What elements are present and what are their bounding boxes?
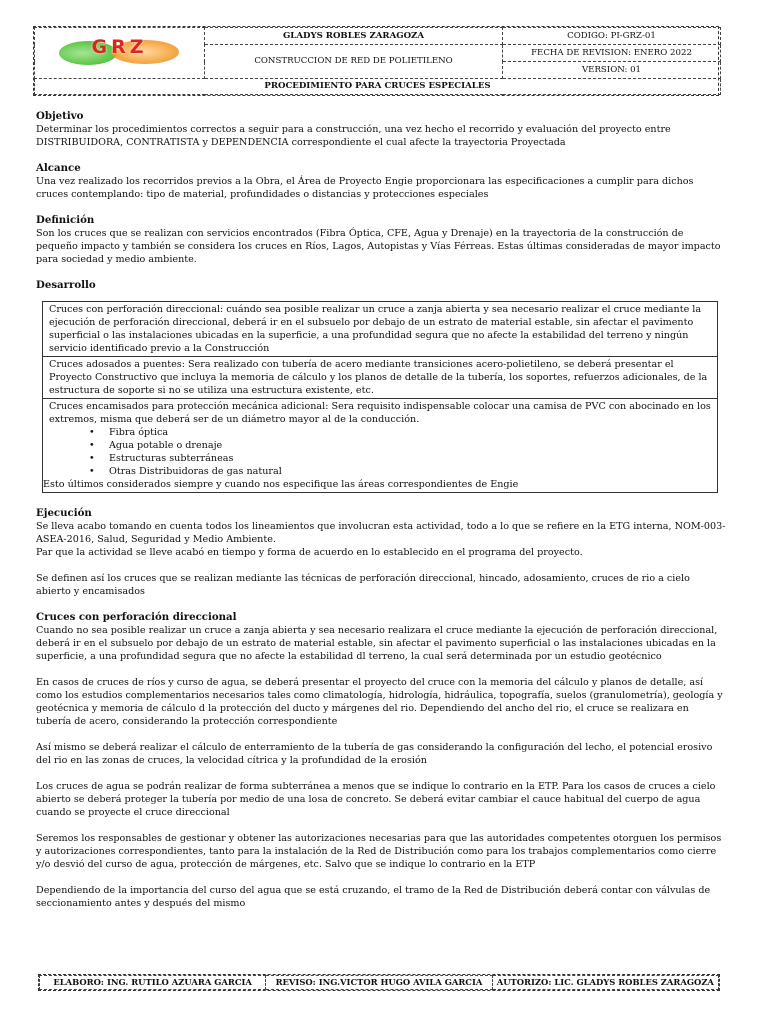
logo-letters: GRZ <box>91 36 148 58</box>
ejecucion-p1: Se lleva acabo tomando en cuenta todos los lineamientos que involucran esta actividad, todo a lo que se refiere en la ETG interna, NOM-003-ASEA-2016, Salud, Seguridad y Medio Ambiente. <box>36 521 726 545</box>
logo-cell <box>35 28 205 79</box>
document-code: CODIGO: PI-GRZ-01 <box>503 28 721 45</box>
elaboro-signature: ELABORO: ING. RUTILO AZUARA GARCIA <box>40 976 266 990</box>
reviso-signature: REVISO: ING.VICTOR HUGO AVILA GARCIA <box>266 976 492 990</box>
alcance-text: Una vez realizado los recorridos previos a la Obra, el Área de Proyecto Engie proporcionara las especificaciones a cumplir para dichos cruces contemplando: tipo de material, profundidades o distancias y protecciones especiales <box>36 176 694 200</box>
section-title-desarrollo: Desarrollo <box>36 279 96 291</box>
ejecucion-p2: Par que la actividad se lleve acabó en tiempo y forma de acuerdo en lo establecido en el programa del proyecto. <box>36 547 583 558</box>
definicion-text: Son los cruces que se realizan con servicios encontrados (Fibra Óptica, CFE, Agua y Drenaje) en la trayectoria de la construcción de pequeño impacto y también se considera los cruces en Ríos, Lagos, Autopistas y Vías Férreas. Estas últimas consideradas de mayor impacto para sociedad y medio ambiente. <box>36 228 721 265</box>
cruces-p4: Los cruces de agua se podrán realizar de forma subterránea a menos que se indique lo contrario en la ETP. Para los casos de cruces a cielo abierto se deberá proteger la tubería por medio de una losa de concreto. Se deberá evitar cambiar el cauce habitual del cuerpo de agua cuando se proyecte el cruce direccional <box>36 781 716 818</box>
section-title-definicion: Definición <box>36 214 95 226</box>
list-item: • Estructuras subterráneas <box>89 452 713 465</box>
autorizo-signature: AUTORIZO: LIC. GLADYS ROBLES ZARAGOZA <box>492 976 718 990</box>
desarrollo-row-text: Cruces encamisados para protección mecánica adicional: Sera requisito indispensable colocar una camisa de PVC con abocinado en los extremos, misma que deberá ser de un diámetro mayor al de la conducción. <box>49 401 711 425</box>
section-title-alcance: Alcance <box>36 162 81 174</box>
cruces-p1: Cuando no sea posible realizar un cruce a zanja abierta y sea necesario realizara el cruce mediante la ejecución de perforación direccional, deberá ir en el subsuelo por debajo de un estrato de material estable, sin afectar el pavimento superficial o las instalaciones ubicadas en la superficie, a una profundidad segura que no afecte la estabilidad dl terreno, la cual será determinada por un estudio geotécnico <box>36 625 718 662</box>
cruces-p6: Dependiendo de la importancia del curso del agua que se está cruzando, el tramo de la Red de Distribución deberá contar con válvulas de seccionamiento antes y después del mismo <box>36 885 711 909</box>
procedure-title: PROCEDIMIENTO PARA CRUCES ESPECIALES <box>35 79 721 95</box>
cruces-p5: Seremos los responsables de gestionar y obtener las autorizaciones necesarias para que las autoridades competentes otorguen los permisos y autorizaciones correspondientes, tanto para la instalación de la Red de Distribución como para los trabajos complementarios como cierre y/o desvió del curso de agua, protección de márgenes, etc. Salvo que se indique lo contrario en la ETP <box>36 833 722 870</box>
ejecucion-p3: Se definen así los cruces que se realizan mediante las técnicas de perforación direccional, hincado, adosamiento, cruces de rio a cielo abierto y encamisados <box>36 573 690 597</box>
document-header <box>33 26 719 96</box>
desarrollo-table <box>42 301 718 493</box>
signature-footer <box>38 974 720 991</box>
list-item: • Fibra óptica <box>89 426 713 439</box>
revision-date: FECHA DE REVISION: ENERO 2022 <box>503 45 721 62</box>
section-title-ejecucion: Ejecución <box>36 507 92 519</box>
cruces-p3: Así mismo se deberá realizar el cálculo de enterramiento de la tubería de gas considerando la configuración del lecho, el potencial erosivo del rio en las zonas de cruces, la velocidad cítrica y la profundidad de la erosión <box>36 742 713 766</box>
document-subject: CONSTRUCCION DE RED DE POLIETILENO <box>205 45 503 79</box>
document-version: VERSION: 01 <box>503 62 721 79</box>
desarrollo-note: Esto últimos considerados siempre y cuando nos especifique las áreas correspondientes de Engie <box>43 479 519 490</box>
company-logo <box>55 36 185 70</box>
list-item: • Otras Distribuidoras de gas natural <box>89 465 713 478</box>
objetivo-text: Determinar los procedimientos correctos a seguir para a construcción, una vez hecho el recorrido y evaluación del proyecto entre DISTRIBUIDORA, CONTRATISTA y DEPENDENCIA correspondiente el cual afecte la trayectoria Proyectada <box>36 124 671 148</box>
desarrollo-row-encamisados <box>43 399 717 492</box>
cruces-p2: En casos de cruces de ríos y curso de agua, se deberá presentar el proyecto del cruce con la memoria del cálculo y planos de detalle, así como los estudios complementarios necesarios tales como climatología, hidrología, hidráulica, topografía, suelos (granulometría), geología y geotécnica y memoria de cálculo d la protección del ducto y márgenes del rio. Dependiendo del ancho del rio, el cruce se realizara en tubería de acero, considerando la protección correspondiente <box>36 677 723 727</box>
desarrollo-row: Cruces con perforación direccional: cuándo sea posible realizar un cruce a zanja abierta y sea necesario realizar el cruce mediante la ejecución de perforación direccional, deberá ir en el subsuelo por debajo de un estrato de material estable, sin afectar el pavimento superficial o las instalaciones ubicadas en la superficie, a una profundidad segura que no afecte la estabilidad del terreno y ningún servicio identificado previo a la Construcción <box>43 302 717 357</box>
desarrollo-row: Cruces adosados a puentes: Sera realizado con tubería de acero mediante transiciones acero-polietileno, se deberá presentar el Proyecto Constructivo que incluya la memoria de cálculo y los planos de detalle de la tubería, los soportes, refuerzos adicionales, de la estructura de soporte si no se utiliza una estructura existente, etc. <box>43 357 717 399</box>
protection-list <box>89 426 713 478</box>
list-item: • Agua potable o drenaje <box>89 439 713 452</box>
section-title-objetivo: Objetivo <box>36 110 84 122</box>
section-title-cruces-perforacion: Cruces con perforación direccional <box>36 611 237 623</box>
company-name: GLADYS ROBLES ZARAGOZA <box>205 28 503 45</box>
document-body <box>36 110 726 910</box>
